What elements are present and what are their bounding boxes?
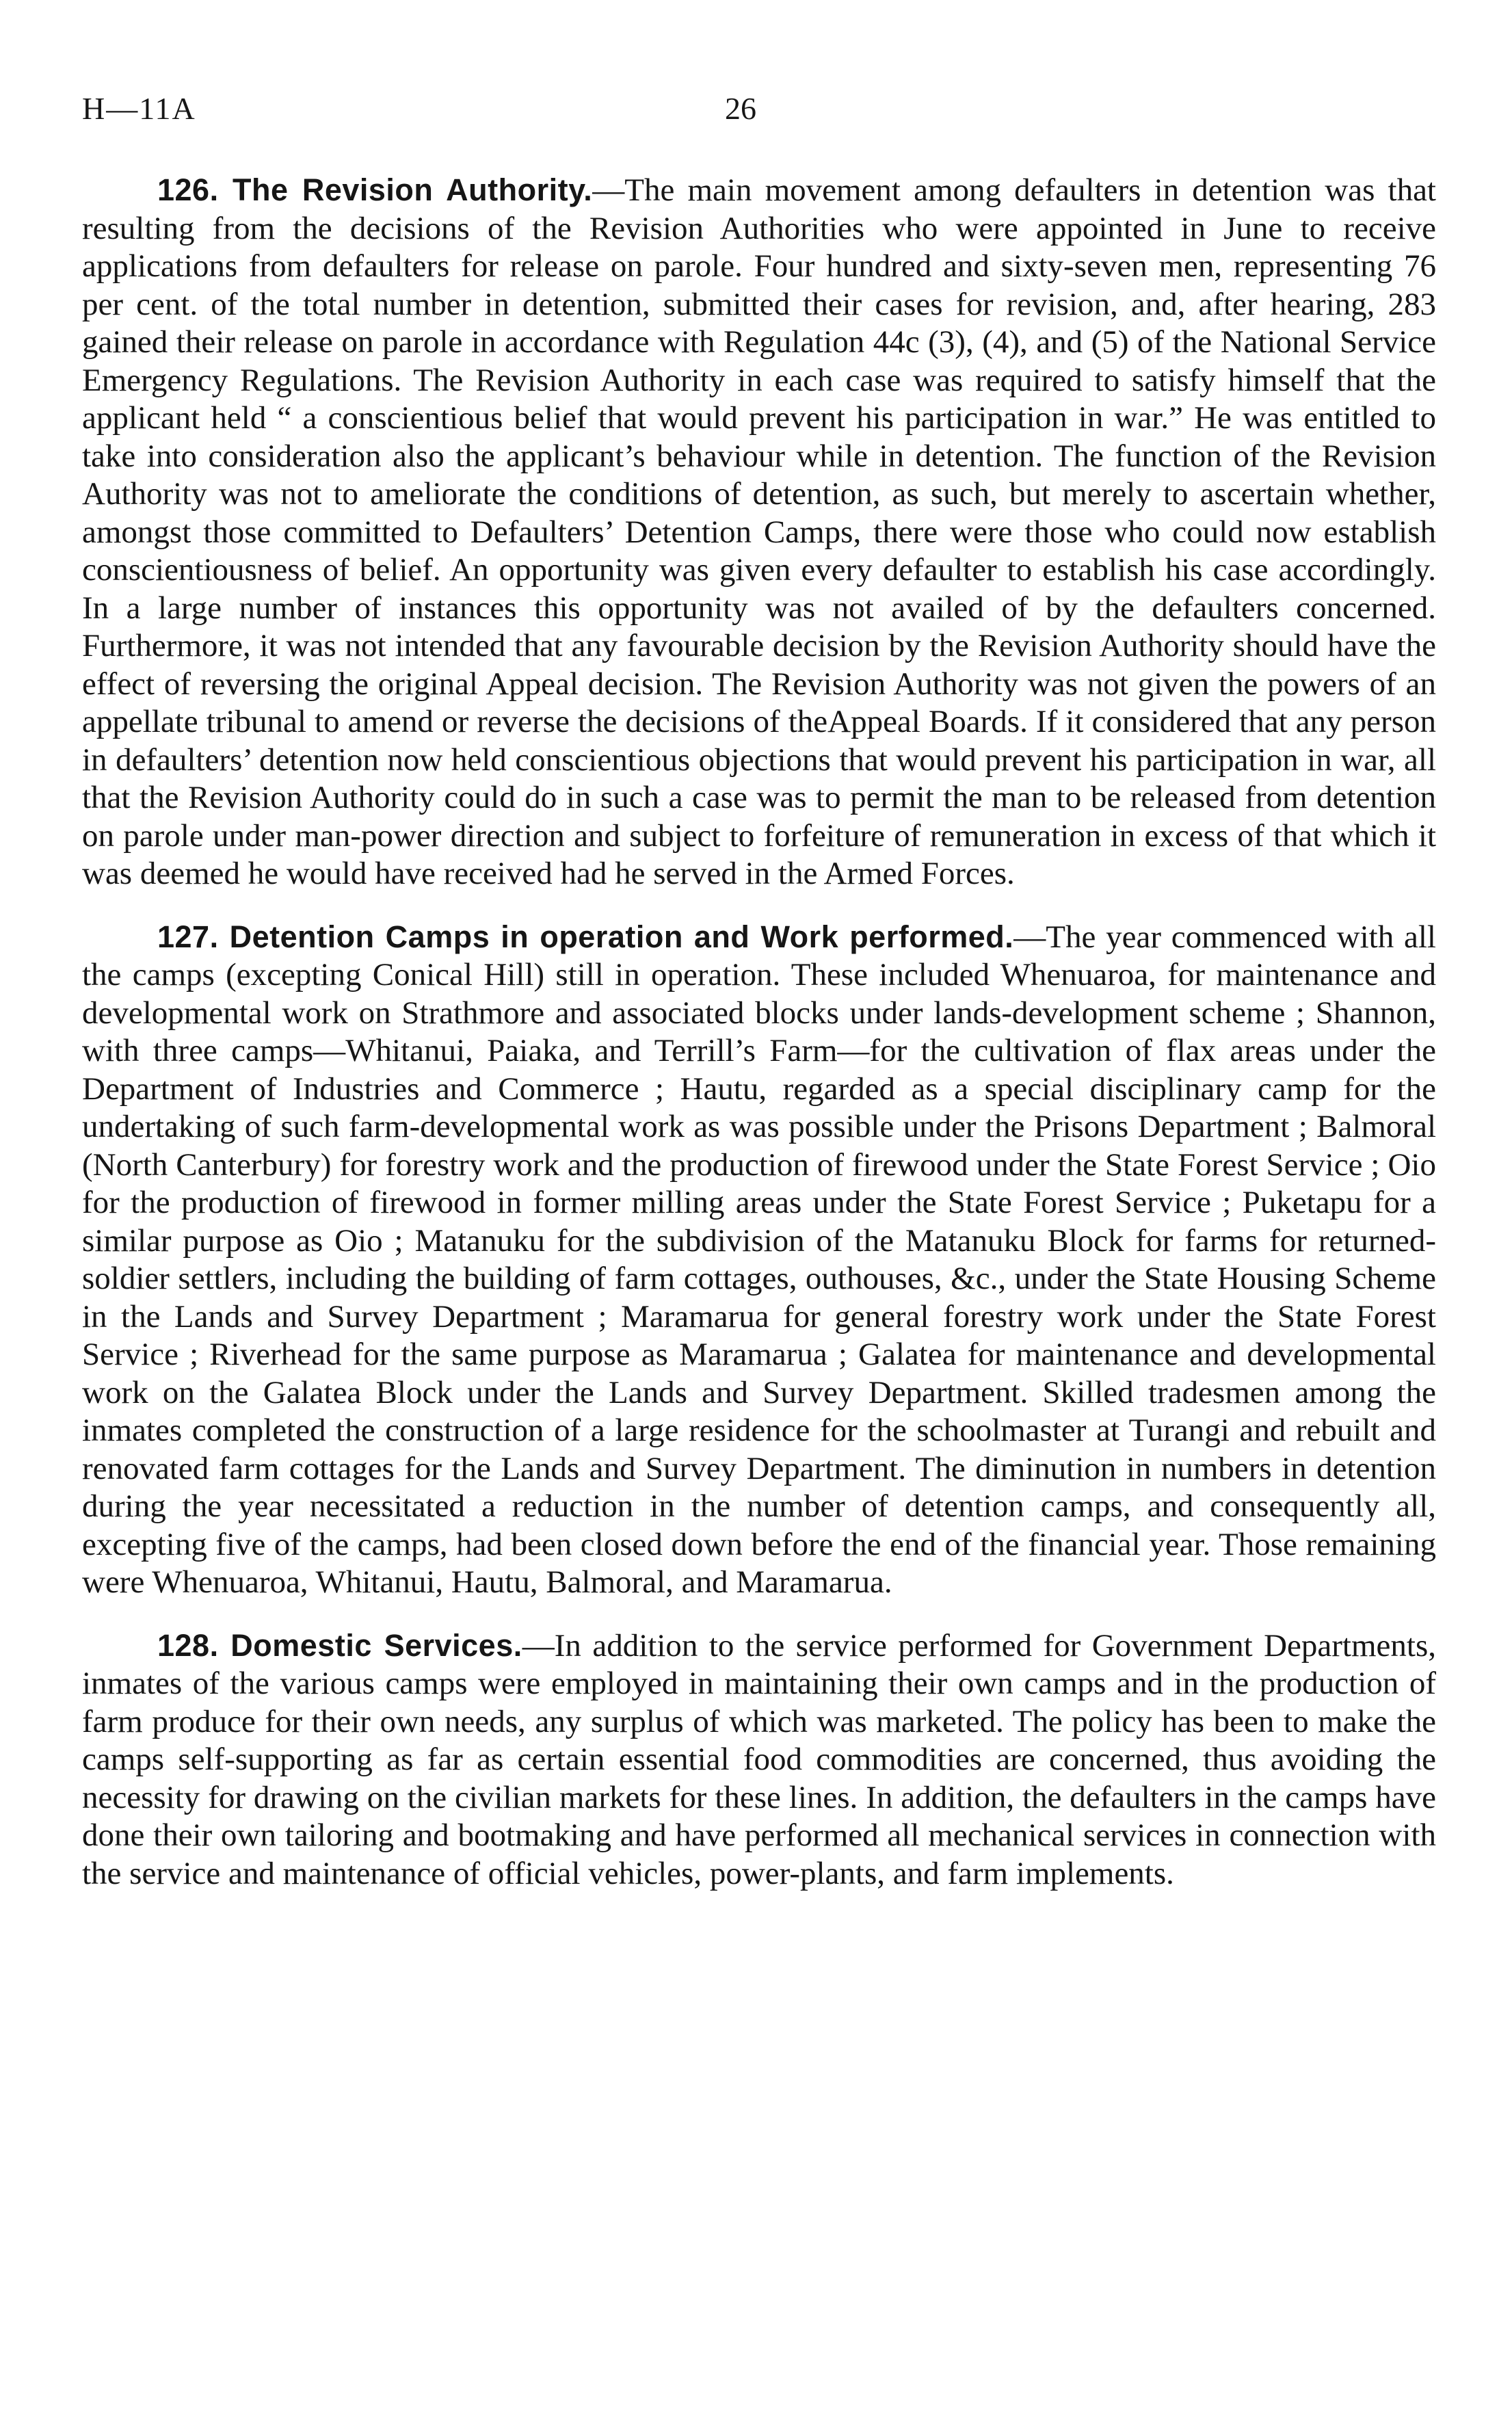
section-text: —In addition to the service performed for Government Departments, inmates of the various camps were employed in maintaining their own camps and in the production of farm produce for their own needs, any surplus of which was marketed. The policy has been to make the camps self-supporting as far as certain essential food commodities are concerned, thus avoiding the necessity for drawing on the civilian markets for these lines. In addition, the defaulters in the camps have done their own tailoring and bootmaking and have performed all mechanical services in connection with the service and maintenance of official vehicles, power-plants, and farm implements. [82,1627,1436,1891]
section-heading: 127. Detention Camps in operation and Work performed. [157,919,1014,954]
document-reference: H—11A [82,91,196,126]
section-128 [82,1627,1436,1893]
page-number: 26 [725,91,756,126]
section-heading: 128. Domestic Services. [157,1627,522,1663]
section-text: —The main movement among defaulters in detention was that resulting from the decisions of the Revision Authorities who were appointed in June to receive applications from defaulters for release on parole. Four hundred and sixty-seven men, representing 76 per cent. of the total number in detention, submitted their cases for revision, and, after hearing, 283 gained their release on parole in accordance with Regulation 44c (3), (4), and (5) of the National Service Emergency Regulations. The Revision Authority in each case was required to satisfy himself that the applicant held “ a conscientious belief that would prevent his participation in war.” He was entitled to take into consideration also the applicant’s behaviour while in detention. The function of the Revision Authority was not to ameliorate the conditions of detention, as such, but merely to ascertain whether, amongst those committed to Defaulters’ Detention Camps, there were those who could now establish conscientiousness of belief. An opportunity was given every defaulter to establish his case accordingly. In a large number of instances this opportunity was not availed of by the defaulters concerned. Furthermore, it was not intended that any favourable decision by the Revision Authority should have the effect of reversing the original Appeal decision. The Revision Authority was not given the powers of an appellate tribunal to amend or reverse the decisions of theAppeal Boards. If it considered that any person in defaulters’ detention now held conscientious objections that would prevent his participation in war, all that the Revision Authority could do in such a case was to permit the man to be released from detention on parole under man-power direction and subject to forfeiture of remuneration in excess of that which it was deemed he would have received had he served in the Armed Forces. [82,172,1436,891]
section-heading: 126. The Revision Authority. [157,172,593,207]
document-body [82,171,1436,1917]
section-126 [82,171,1436,893]
section-text: —The year commenced with all the camps (excepting Conical Hill) still in operation. These included Whenuaroa, for maintenance and developmental work on Strathmore and associated blocks under lands-development scheme ; Shannon, with three camps—Whitanui, Paiaka, and Terrill’s Farm—for the cultivation of flax areas under the Department of Industries and Commerce ; Hautu, regarded as a special disciplinary camp for the undertaking of such farm-developmental work as was possible under the Prisons Department ; Balmoral (North Canterbury) for forestry work and the production of firewood under the State Forest Service ; Oio for the production of firewood in former milling areas under the State Forest Service ; Puketapu for a similar purpose as Oio ; Matanuku for the subdivision of the Matanuku Block for farms for returned-soldier settlers, including the building of farm cottages, outhouses, &c., under the State Housing Scheme in the Lands and Survey Department ; Maramarua for general forestry work under the State Forest Service ; Riverhead for the same purpose as Maramarua ; Galatea for maintenance and developmental work on the Galatea Block under the Lands and Survey Department. Skilled tradesmen among the inmates completed the construction of a large residence for the schoolmaster at Turangi and rebuilt and renovated farm cottages for the Lands and Survey Department. The diminution in numbers in detention during the year necessitated a reduction in the number of detention camps, and consequently all, excepting five of the camps, had been closed down before the end of the financial year. Those remaining were Whenuaroa, Whitanui, Hautu, Balmoral, and Maramarua. [82,919,1436,1600]
section-127 [82,918,1436,1602]
page-header [82,90,1436,138]
